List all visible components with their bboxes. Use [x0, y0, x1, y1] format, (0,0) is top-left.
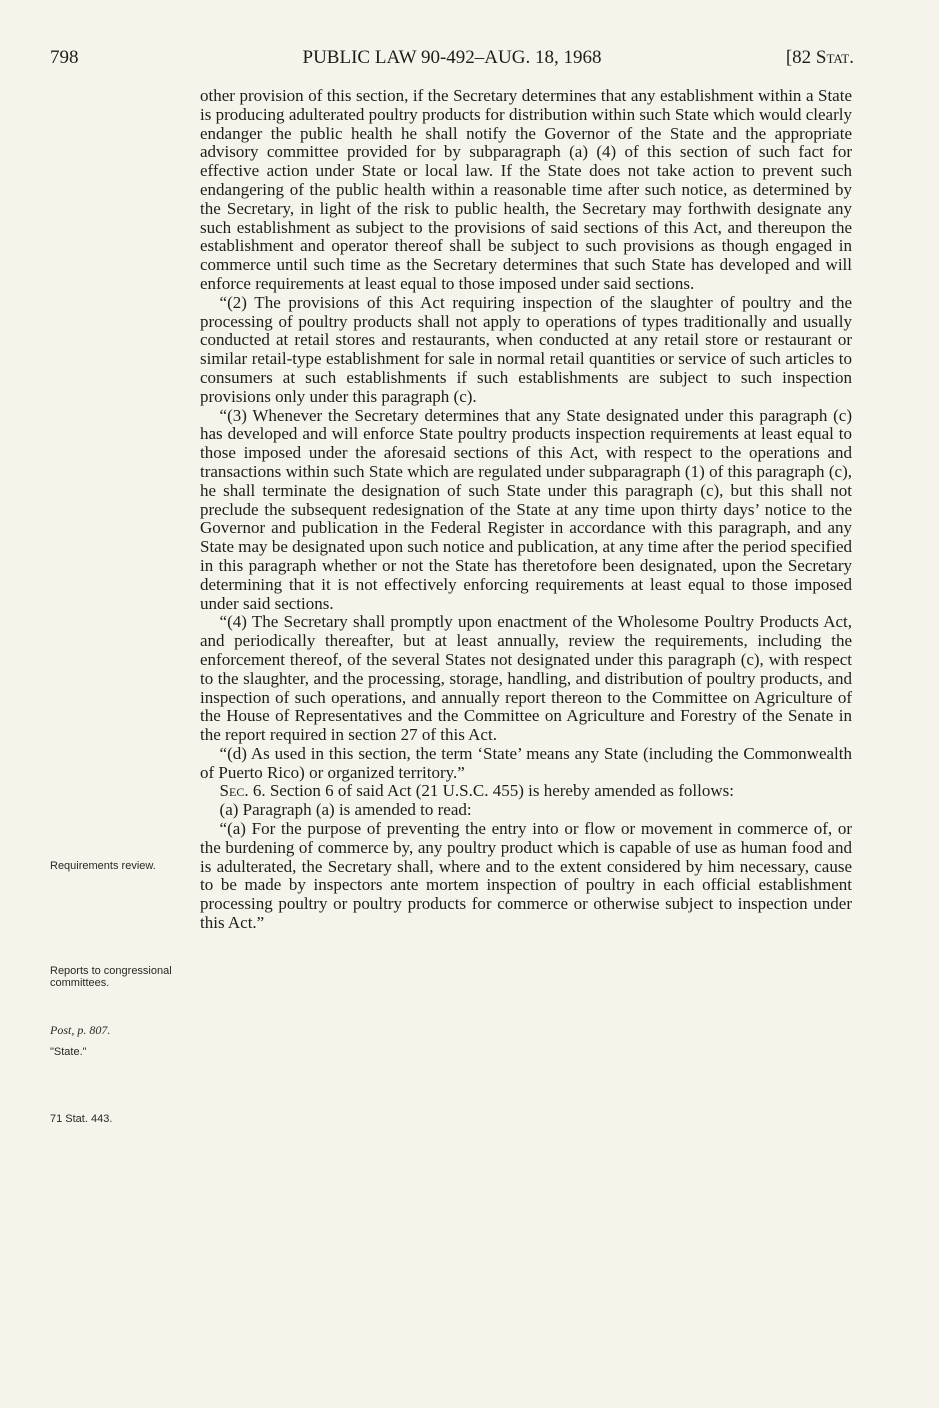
- statute-reference: [786, 47, 854, 69]
- paragraph-continuation: other provision of this section, if the Secretary determines that any establishment within a State is producing adulterated poultry products for distribution within such State which would clearly endanger the public health he shall notify the Governor of the State and the appropriate advisory committee provided for by subparagraph (a) (4) of this section of such fact for effective action under State or local law. If the State does not take action to prevent such endangering of the public health within a reasonable time after such notice, as determined by the Secretary, in light of the risk to public health, the Secretary may forthwith designate any such establishment as subject to the provisions of said sections of this Act, and thereupon the establishment and operator thereof shall be subject to such provisions as though engaged in commerce until such time as the Secretary determines that such State has developed and will enforce requirements at least equal to those imposed under said sections.: [200, 86, 852, 293]
- paragraph-a-text: “(a) For the purpose of preventing the entry into or flow or movement in commerce of, or the burdening of commerce by, any poultry product which is capable of use as human food and is adulterated, the Secretary shall, where and to the extent considered by him necessary, cause to be made by inspectors ante mortem inspection of poultry in each official establishment processing poultry or poultry products for commerce or otherwise subject to inspection under this Act.”: [200, 819, 852, 933]
- post-ref-text: Post, p. 807.: [50, 1023, 111, 1037]
- paragraph-2: “(2) The provisions of this Act requiring inspection of the slaughter of poultry and the processing of poultry products shall not apply to operations of types traditionally and usually conducted at retail stores and restaurants, when conducted at any retail store or restaurant or similar retail-type establishment for sale in normal retail quantities or service of such articles to consumers at such establishments if such establishments are subject to such inspection provisions only under this paragraph (c).: [200, 292, 852, 406]
- margin-note-post-reference: [50, 1024, 175, 1037]
- section-6: [200, 782, 852, 801]
- margin-note-statute-reference: 71 Stat. 443.: [50, 1113, 113, 1125]
- page-header: [50, 47, 854, 75]
- margin-note-requirements-review: Requirements review.: [50, 860, 156, 872]
- page-number: 798: [50, 47, 79, 68]
- paragraph-a-amendment: (a) Paragraph (a) is amended to read:: [219, 800, 472, 820]
- margin-note-reports-to-committees: Reports to congressional committees.: [50, 965, 172, 989]
- body-text: [200, 87, 852, 933]
- margin-note-state-definition: "State.": [50, 1046, 87, 1058]
- section-6-text: Section 6 of said Act (21 U.S.C. 455) is hereby amended as follows:: [265, 781, 734, 801]
- stat-bracket: [82: [785, 47, 816, 68]
- paragraph-3: “(3) Whenever the Secretary determines that any State designated under this paragraph (c) has developed and will enforce State poultry products inspection requirements at least equal to those imposed under the aforesaid sections of this Act, with respect to the operations and transactions within such State which are regulated under subparagraph (1) of this paragraph (c), he shall terminate the designation of such State under this paragraph (c), but this shall not preclude the subsequent redesignation of the State at any time upon thirty days’ notice to the Governor and publication in the Federal Register in accordance with this paragraph, and any State may be designated upon such notice and publication, at any time after the period specified in this paragraph whether or not the State has theretofore been designated, upon the Secretary determining that it is not effectively enforcing requirements at least equal to those imposed under said sections.: [200, 405, 852, 613]
- running-title: PUBLIC LAW 90-492–AUG. 18, 1968: [302, 47, 602, 68]
- paragraph-4: “(4) The Secretary shall promptly upon enactment of the Wholesome Poultry Products Act, and periodically thereafter, but at least annually, review the requirements, including the enforcement thereof, of the several States not designated under this paragraph (c), with respect to the slaughter, and the processing, storage, handling, and distribution of poultry products, and inspection of such operations, and annually report thereon to the Committee on Agriculture of the House of Representatives and the Committee on Agriculture and Forestry of the Senate in the report required in section 27 of this Act.: [200, 612, 852, 745]
- stat-label: Stat.: [815, 47, 854, 68]
- paragraph-d-definition: “(d) As used in this section, the term ‘State’ means any State (including the Commonwealth of Puerto Rico) or organized territory.”: [200, 743, 852, 782]
- section-6-label: Sec. 6.: [219, 781, 266, 801]
